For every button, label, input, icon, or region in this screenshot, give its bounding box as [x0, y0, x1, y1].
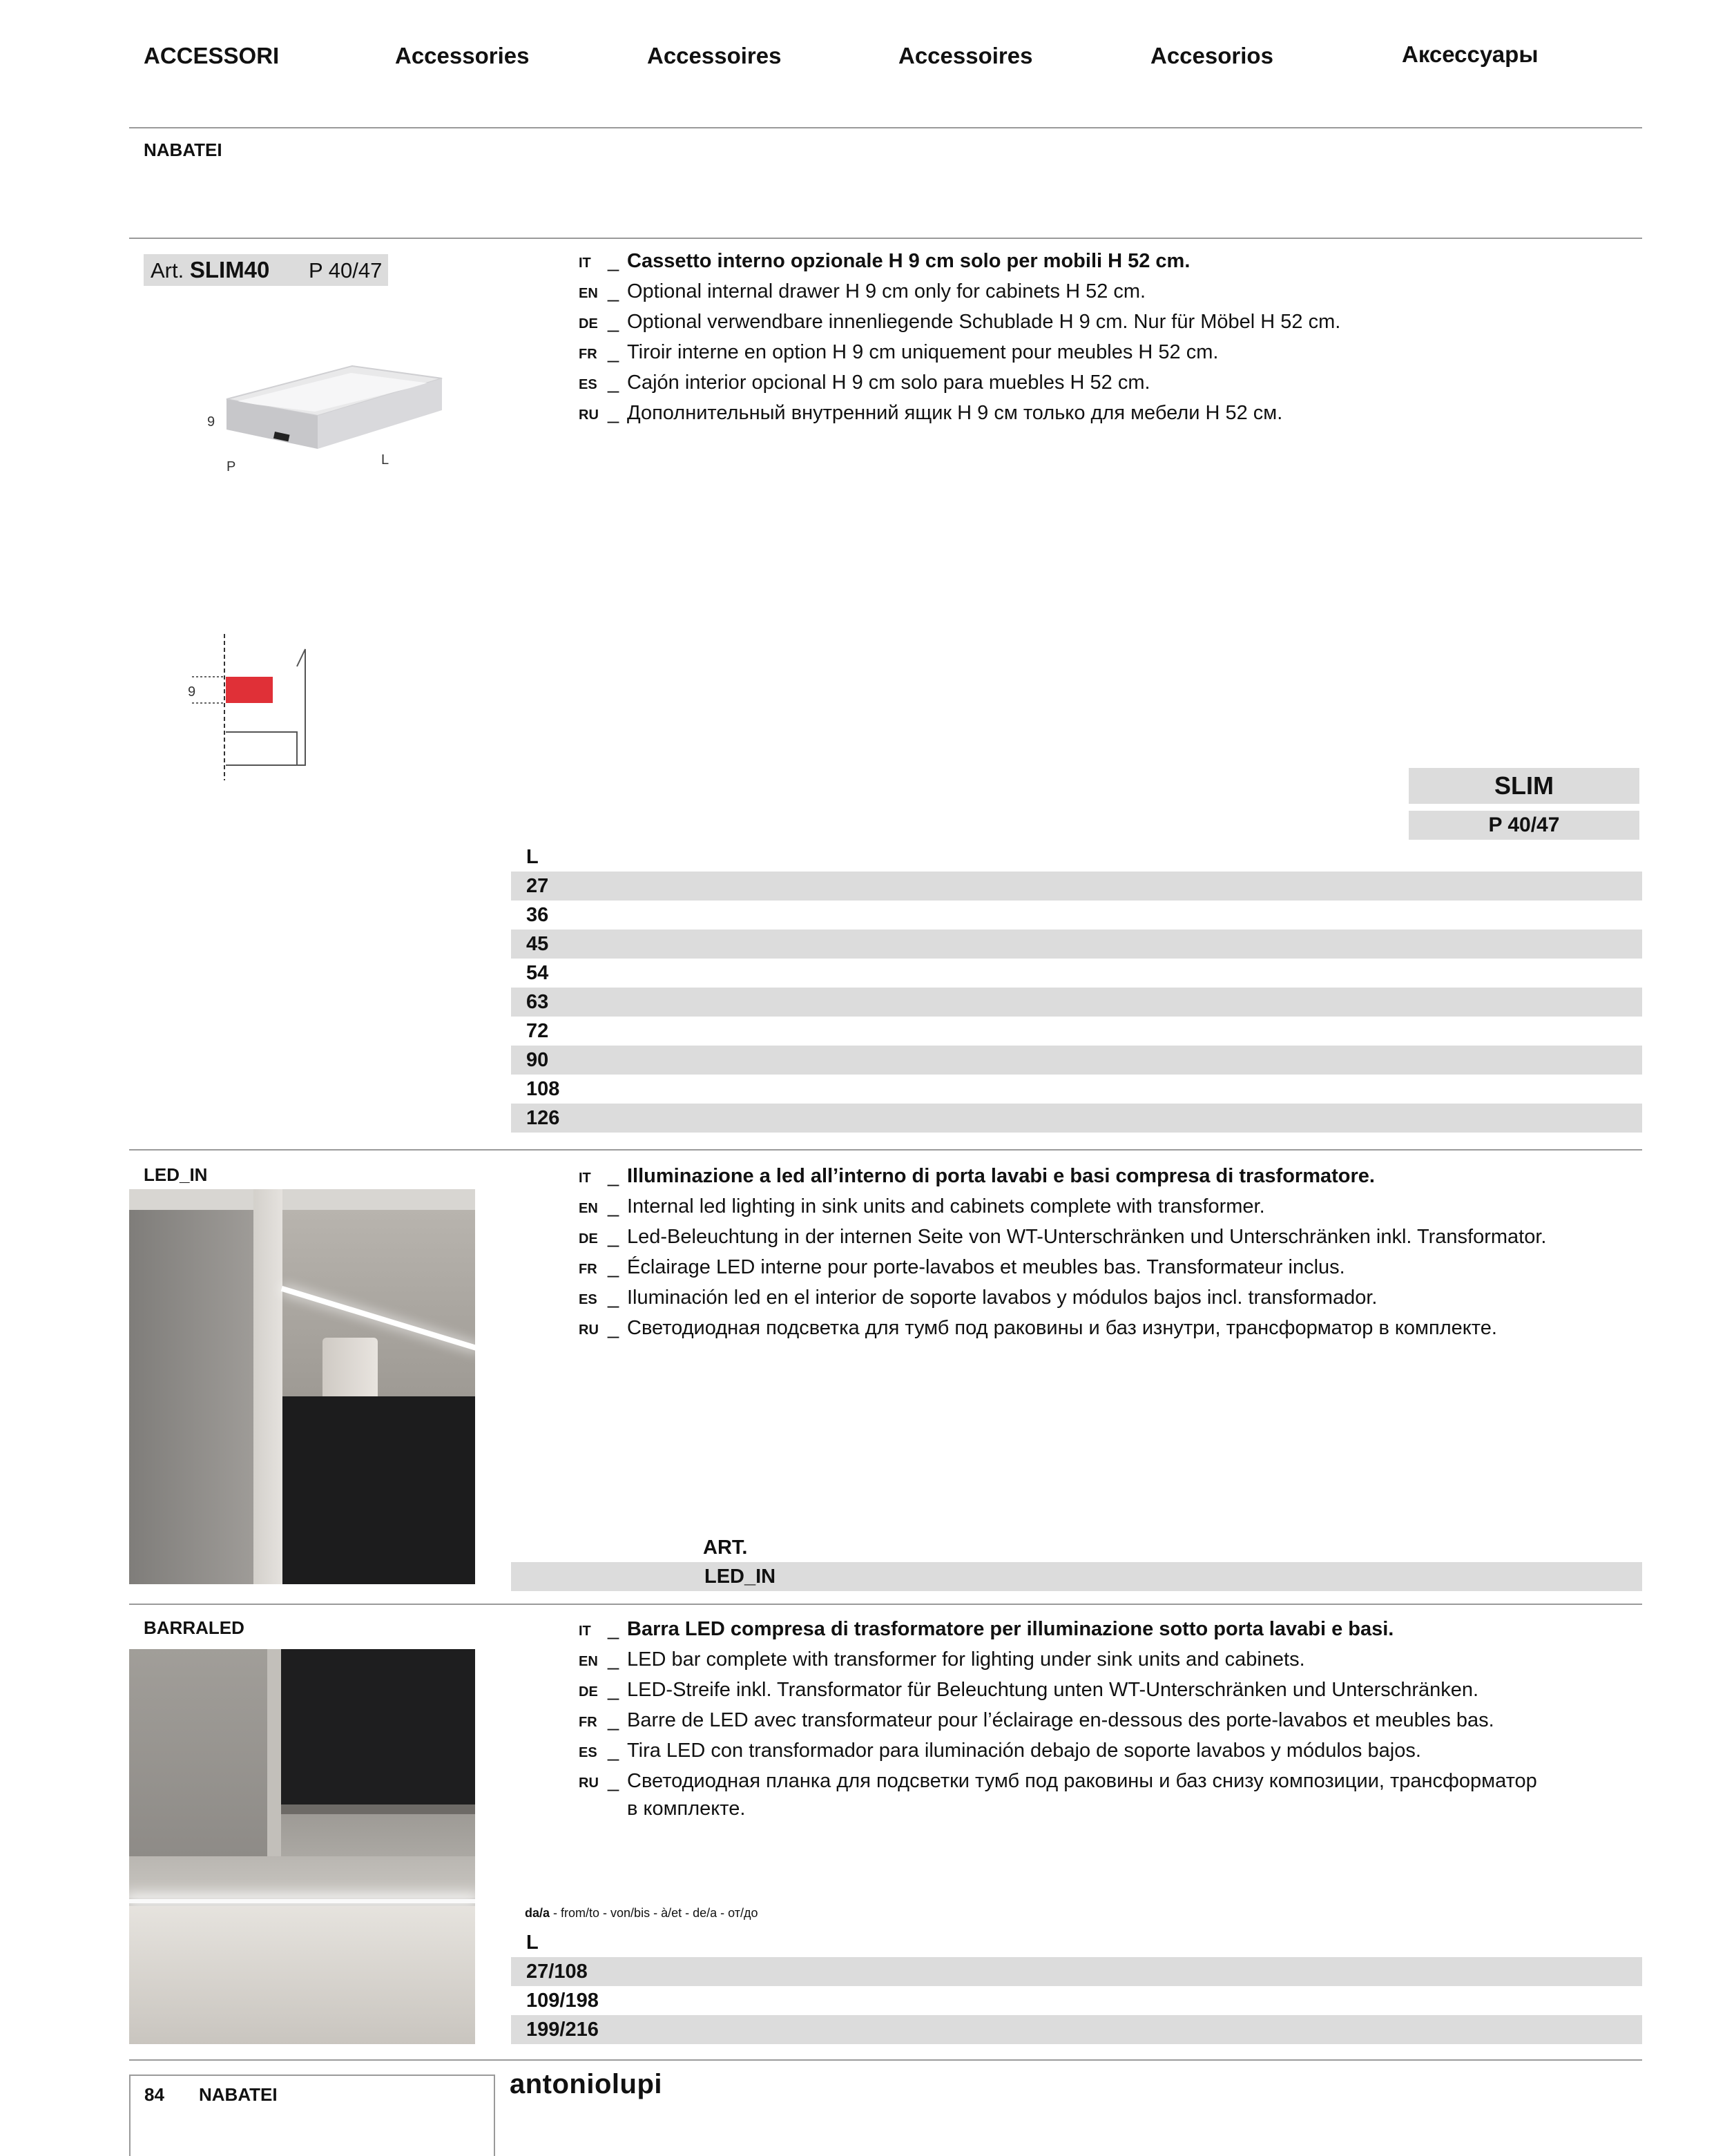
desc-row-ru [579, 399, 1340, 430]
lang-code: DE [579, 316, 598, 331]
desc-row-it [579, 1615, 1537, 1646]
dash: _ [608, 402, 619, 424]
dash: _ [608, 1618, 619, 1640]
lang-code: EN [579, 1201, 598, 1216]
desc-text: Internal led lighting in sink units and cabinets complete with transformer. [627, 1195, 1265, 1217]
range-note [525, 1906, 758, 1921]
table-row: 27 [511, 872, 1642, 901]
dim-length-label: L [381, 452, 389, 468]
led-in-art-header: ART. [703, 1537, 748, 1559]
collection-label: NABATEI [144, 139, 222, 160]
led-in-photo [129, 1189, 475, 1584]
desc-row-ru [579, 1767, 1537, 1798]
lang-code: FR [579, 1715, 597, 1730]
desc-text: Barra LED compresa di trasformatore per illuminazione sotto porta lavabi e basi. [627, 1618, 1394, 1640]
desc-text: LED-Streife inkl. Transformator für Beleuchtung unten WT-Unterschränken und Unterschränken. [627, 1679, 1479, 1701]
led-in-art-row [511, 1562, 1642, 1591]
table-row: 109/198 [526, 1990, 599, 2012]
desc-row-it [579, 1162, 1546, 1193]
range-note-text: - from/to - von/bis - à/et - de/a - от/до [550, 1906, 758, 1920]
drawer-illustration [180, 352, 456, 490]
photo-led-bar [129, 1899, 475, 1903]
slim-badge: SLIM [1409, 768, 1639, 804]
lang-code: RU [579, 1775, 599, 1791]
dash: _ [608, 1740, 619, 1762]
table-row: 54 [526, 962, 549, 984]
lang-code: FR [579, 347, 597, 362]
range-note-bold: da/a [525, 1906, 550, 1920]
table-header: L [526, 1932, 539, 1954]
drawer-section [226, 677, 273, 703]
desc-row-en [579, 1646, 1537, 1676]
lang-code: EN [579, 286, 598, 301]
lang-code: IT [579, 1171, 591, 1186]
desc-text: Iluminación led en el interior de soporte lavabos y módulos bajos incl. transformador. [627, 1287, 1378, 1309]
dash: _ [608, 311, 619, 333]
dim-depth-label: P [227, 459, 236, 474]
desc-row-es [579, 1737, 1537, 1767]
section-divider-2 [129, 1149, 1642, 1151]
photo-top-shelf [129, 1189, 475, 1210]
table-row: 63 [511, 988, 1642, 1017]
desc-text: Optional internal drawer H 9 cm only for cabinets H 52 cm. [627, 280, 1146, 302]
article-prefix: Art. [151, 258, 184, 282]
desc-text: Tiroir interne en option H 9 cm uniquement pour meubles H 52 cm. [627, 341, 1219, 363]
table-header: L [526, 846, 539, 868]
dash: _ [608, 341, 619, 363]
article-tag [144, 254, 388, 286]
desc-text: Illuminazione a led all’interno di porta lavabi e basi compresa di trasformatore. [627, 1165, 1375, 1187]
desc-text: Tira LED con transformador para iluminación debajo de soporte lavabos y módulos bajos. [627, 1740, 1421, 1762]
lang-code: IT [579, 1624, 591, 1639]
lang-code: DE [579, 1231, 598, 1247]
photo-floor-front [129, 1906, 475, 2044]
table-row: 126 [511, 1104, 1642, 1133]
table-row: 27/108 [511, 1957, 1642, 1986]
lang-code: ES [579, 377, 597, 392]
cabinet-door [297, 649, 305, 765]
dash: _ [608, 280, 619, 302]
photo-cabinet [281, 1649, 475, 1804]
lang-code: ES [579, 1292, 597, 1307]
footer-box [129, 2075, 495, 2156]
header-lang-es: Accesorios [1150, 43, 1273, 68]
desc-text: Светодиодная планка для подсветки тумб под раковины и баз снизу композиции, трансформатор [627, 1770, 1537, 1792]
dash: _ [608, 1256, 619, 1278]
desc-row-de [579, 308, 1340, 338]
header-lang-fr: Accessoires [898, 43, 1033, 68]
desc-text: в комплекте. [627, 1798, 746, 1820]
desc-text: Led-Beleuchtung in der internen Seite von WT-Unterschränken und Unterschränken inkl. Transformator. [627, 1226, 1547, 1248]
header-lang-it: ACCESSORI [144, 43, 280, 68]
dash: _ [608, 1165, 619, 1187]
desc-row-fr [579, 338, 1340, 369]
header-divider [129, 127, 1642, 128]
table-row: 108 [526, 1078, 560, 1100]
desc-row-ru [579, 1314, 1546, 1345]
desc-row-en [579, 278, 1340, 308]
photo-cabinet-side [253, 1189, 282, 1584]
section-diagram [180, 628, 318, 787]
dash: _ [608, 1770, 619, 1792]
desc-text: Cajón interior opcional H 9 cm solo para muebles H 52 cm. [627, 372, 1150, 394]
table-row: 45 [511, 930, 1642, 959]
lang-code: EN [579, 1654, 598, 1669]
photo-floor-back [129, 1856, 475, 1898]
lang-code: RU [579, 407, 599, 423]
footer-divider [129, 2059, 1642, 2061]
desc-row-en [579, 1193, 1546, 1223]
header-lang-ru: Аксессуары [1402, 41, 1539, 67]
dash: _ [608, 1317, 619, 1339]
desc-text: Barre de LED avec transformateur pour l’éclairage en-dessous des porte-lavabos et meubles bas. [627, 1709, 1494, 1731]
slim40-descriptions [579, 247, 1340, 430]
desc-row-es [579, 1284, 1546, 1314]
led-in-label: LED_IN [144, 1164, 208, 1185]
lang-code: FR [579, 1262, 597, 1277]
barraled-descriptions [579, 1615, 1537, 1820]
barraled-label: BARRALED [144, 1617, 244, 1638]
section-height-label: 9 [188, 684, 196, 700]
lang-code: ES [579, 1745, 597, 1760]
photo-wall [129, 1649, 281, 1856]
desc-text: Дополнительный внутренний ящик H 9 см только для мебели H 52 см. [627, 402, 1283, 424]
desc-text: Cassetto interno opzionale H 9 cm solo per mobili H 52 cm. [627, 250, 1191, 272]
header-lang-en: Accessories [395, 43, 530, 68]
desc-row-es [579, 369, 1340, 399]
desc-row-ru-continued [579, 1798, 1537, 1820]
table-row: 90 [511, 1046, 1642, 1075]
barraled-length-table [511, 1928, 1642, 2044]
cabinet-shelf [226, 732, 297, 765]
dash: _ [608, 1679, 619, 1701]
dash: _ [608, 1287, 619, 1309]
desc-text: Optional verwendbare innenliegende Schublade H 9 cm. Nur für Möbel H 52 cm. [627, 311, 1341, 333]
section-divider-3 [129, 1604, 1642, 1605]
dash: _ [608, 1195, 619, 1217]
page-number: 84 [144, 2084, 164, 2105]
table-row: 199/216 [511, 2015, 1642, 2044]
photo-cabinet-bottom [281, 1804, 475, 1814]
dash: _ [608, 1709, 619, 1731]
header-lang-de: Accessoires [647, 43, 782, 68]
led-in-art-value: LED_IN [704, 1566, 776, 1588]
led-in-descriptions [579, 1162, 1546, 1345]
desc-row-fr [579, 1253, 1546, 1284]
desc-row-de [579, 1676, 1537, 1706]
desc-row-fr [579, 1706, 1537, 1737]
dash: _ [608, 372, 619, 394]
footer-collection: NABATEI [199, 2084, 278, 2105]
section-divider-1 [129, 238, 1642, 239]
photo-drawer-front [282, 1396, 475, 1584]
slim-depth-badge: P 40/47 [1409, 811, 1639, 840]
brand-logo: antoniolupi [510, 2069, 663, 2099]
lang-code: IT [579, 256, 591, 271]
dim-height-label: 9 [207, 414, 215, 430]
desc-row-de [579, 1223, 1546, 1253]
dash: _ [608, 1648, 619, 1671]
lang-code: DE [579, 1684, 598, 1700]
table-row: 72 [526, 1020, 549, 1042]
dash: _ [608, 1226, 619, 1248]
desc-text: LED bar complete with transformer for lighting under sink units and cabinets. [627, 1648, 1305, 1671]
article-code: SLIM40 [189, 257, 270, 282]
desc-row-it [579, 247, 1340, 278]
dash: _ [608, 250, 619, 272]
photo-cabinet-edge [267, 1649, 281, 1856]
table-row: 36 [526, 904, 549, 926]
desc-text: Éclairage LED interne pour porte-lavabos et meubles bas. Transformateur inclus. [627, 1256, 1345, 1278]
lang-code: RU [579, 1322, 599, 1338]
barraled-photo [129, 1649, 475, 2044]
slim40-length-table [511, 843, 1642, 1133]
desc-text: Светодиодная подсветка для тумб под раковины и баз изнутри, трансформатор в комплекте. [627, 1317, 1497, 1339]
article-depth: P 40/47 [309, 258, 383, 282]
